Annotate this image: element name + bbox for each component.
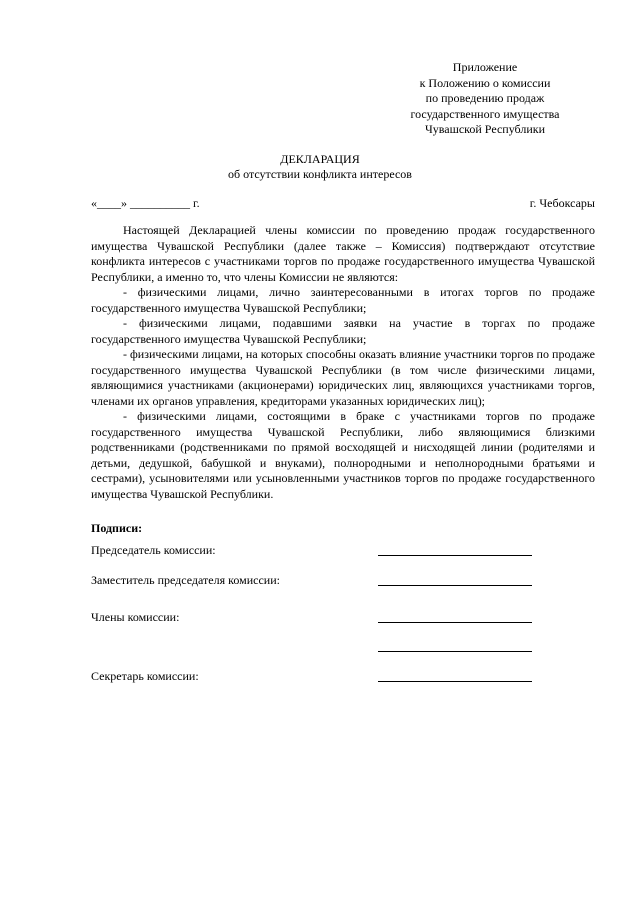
member-signature-line [378,651,532,652]
list-item: - физическими лицами, подавшими заявки на участие в торгах по продаже государственного имущества Чувашской Республики; [91,316,595,346]
title-heading: ДЕКЛАРАЦИЯ [280,152,360,166]
secretary-label: Секретарь комиссии: [91,669,199,683]
declaration-body [91,223,595,502]
document-title [0,152,640,182]
secretary-signature-line [378,681,532,682]
signatures-heading: Подписи: [91,521,143,535]
deputy-label: Заместитель председателя комиссии: [91,573,280,587]
appendix-block [380,60,590,138]
chair-signature-line [378,555,532,556]
list-item: - физическими лицами, на которых способны оказать влияние участники торгов по продаже государственного имущества Чувашской Республики (в том числе физическими лицами, являющимися участниками (акционерами) юридических лиц, являющихся участниками торгов, членами их органов управления, кредиторами указанных юридических лиц); [91,347,595,408]
date-placeholder: «____» __________ г. [91,196,200,210]
date-city-line [91,196,595,211]
appendix-line: государственного имущества [410,106,560,121]
list-item: - физическими лицами, состоящими в браке с участниками торгов по продаже государственного имущества Чувашской Республики, либо являющимися близкими родственниками (родственниками по прямой восходящей и нисходящей линии (родителями и детьми, дедушкой, бабушкой и внуками), полнородными и неполнородными братьями и сестрами), усыновителями или усыновленными участников торгов по продаже государственного имущества Чувашской Республики. [91,409,595,501]
appendix-line: по проведению продаж [425,91,545,105]
chair-label: Председатель комиссии: [91,543,216,557]
title-subheading: об отсутствии конфликта интересов [228,167,412,181]
appendix-line: к Положению о комиссии [419,75,551,90]
list-item: - физическими лицами, лично заинтересованными в итогах торгов по продаже государственного имущества Чувашской Республики; [91,285,595,315]
members-label: Члены комиссии: [91,610,180,624]
city-name: г. Чебоксары [529,196,595,210]
appendix-line: Чувашской Республики [424,122,546,136]
appendix-line: Приложение [452,60,518,74]
member-signature-line [378,622,532,623]
declaration-intro: Настоящей Декларацией члены комиссии по проведению продаж государственного имущества Чувашской Республики (далее также – Комиссия) подтверждают отсутствие конфликта интересов с участниками торгов по продаже государственного имущества Чувашской Республики, а именно то, что члены Комиссии не являются: [91,223,595,284]
deputy-signature-line [378,585,532,586]
